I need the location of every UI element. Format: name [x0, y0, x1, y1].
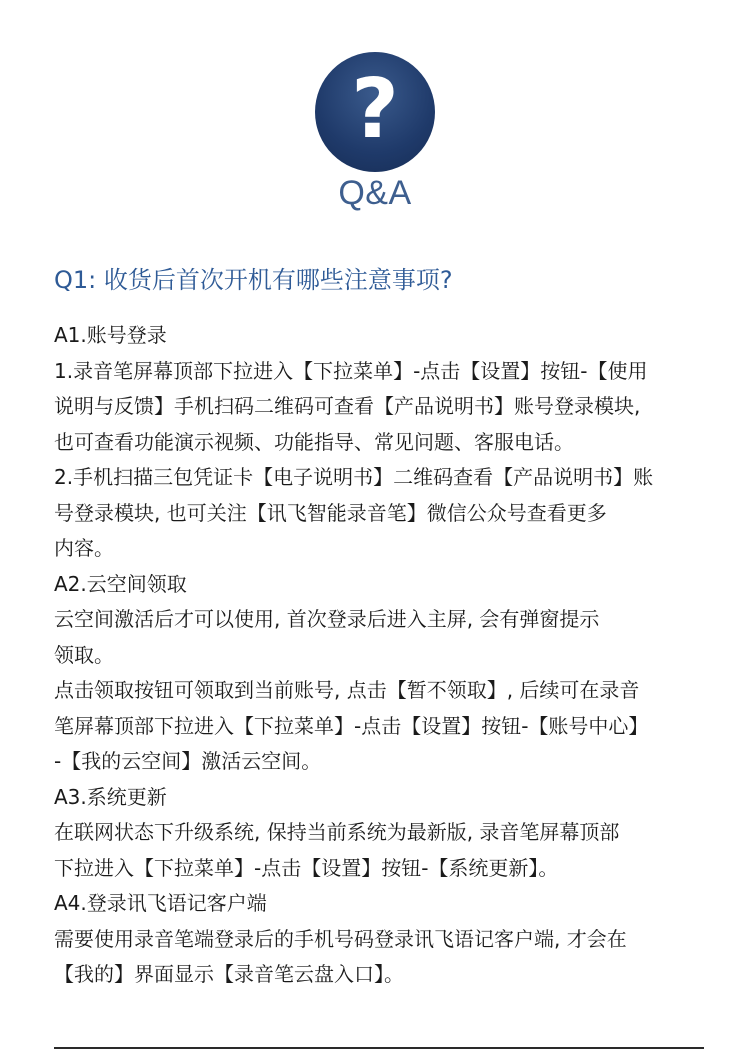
answer-line: 领取。: [54, 642, 114, 667]
answer-line: 笔屏幕顶部下拉进入【下拉菜单】-点击【设置】按钮-【账号中心】: [54, 713, 649, 738]
answer-line: A1.账号登录: [54, 323, 167, 347]
answer-line: 1.录音笔屏幕顶部下拉进入【下拉菜单】-点击【设置】按钮-【使用: [54, 358, 648, 383]
question-heading: Q1: 收货后首次开机有哪些注意事项?: [54, 266, 453, 294]
question-mark-glyph: ?: [351, 62, 399, 157]
answer-line: 说明与反馈】手机扫码二维码可查看【产品说明书】账号登录模块,: [54, 394, 641, 418]
answer-line: 云空间激活后才可以使用, 首次登录后进入主屏, 会有弹窗提示: [54, 607, 600, 631]
answer-line: 内容。: [54, 536, 114, 560]
answer-line: 也可查看功能演示视频、功能指导、常见问题、客服电话。: [54, 429, 574, 454]
qa-label: Q&A: [338, 174, 412, 212]
answer-line: 号登录模块, 也可关注【讯飞智能录音笔】微信公众号查看更多: [54, 500, 607, 525]
question-mark-icon: [315, 52, 435, 172]
answer-line: A2.云空间领取: [54, 571, 187, 596]
answer-line: -【我的云空间】激活云空间。: [54, 749, 322, 773]
answer-line: 下拉进入【下拉菜单】-点击【设置】按钮-【系统更新】。: [54, 855, 559, 880]
answer-line: A4.登录讯飞语记客户端: [54, 891, 267, 915]
answer-line: 点击领取按钮可领取到当前账号, 点击【暂不领取】, 后续可在录音: [54, 678, 640, 702]
bottom-divider: [54, 1047, 704, 1049]
answer-line: 在联网状态下升级系统, 保持当前系统为最新版, 录音笔屏幕顶部: [54, 820, 620, 844]
qa-header: [0, 0, 750, 230]
answer-line: 2.手机扫描三包凭证卡【电子说明书】二维码查看【产品说明书】账: [54, 465, 654, 489]
answer-line: 【我的】界面显示【录音笔云盘入口】。: [54, 962, 404, 986]
answer-line: A3.系统更新: [54, 784, 167, 809]
answer-line: 需要使用录音笔端登录后的手机号码登录讯飞语记客户端, 才会在: [54, 926, 627, 951]
answer-body: [54, 318, 704, 993]
